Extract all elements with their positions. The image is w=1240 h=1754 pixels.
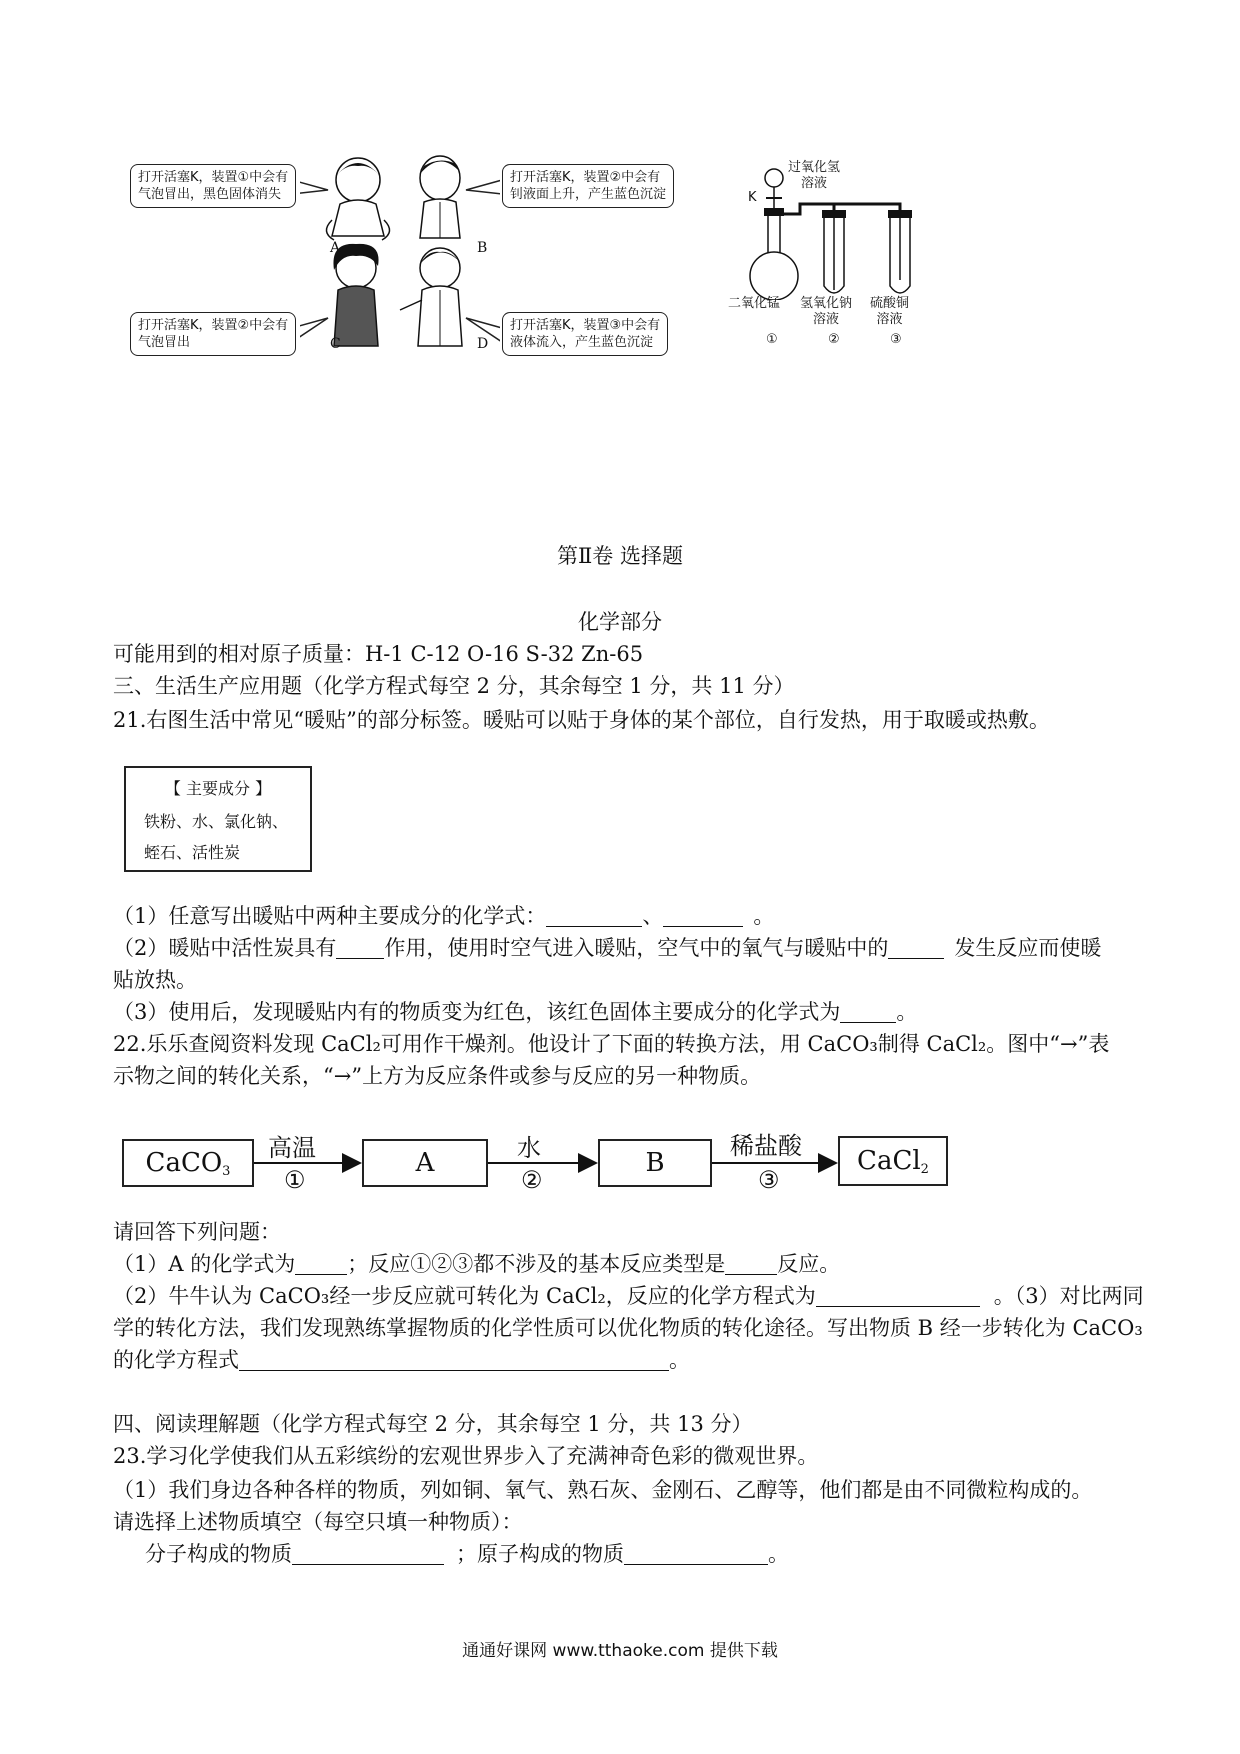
q23-stem: 23.学习化学使我们从五彩缤纷的宏观世界步入了充满神奇色彩的微观世界。 xyxy=(113,1444,819,1468)
q21-stem: 21.右图生活中常见“暖贴”的部分标签。暖贴可以贴于身体的某个部位，自行发热，用于取暖或热敷。 xyxy=(113,708,1050,732)
q22-blank-2[interactable] xyxy=(725,1254,777,1275)
page-footer: 通通好课网 www.tthaoke.com 提供下载 xyxy=(462,1641,778,1661)
flow-box-a: A xyxy=(362,1139,488,1187)
atomic-masses: 可能用到的相对原子质量：H-1 C-12 O-16 S-32 Zn-65 xyxy=(113,642,644,666)
flow-box-cacl2: CaCl$_2$ xyxy=(838,1136,948,1186)
apparatus-number-3: ③ xyxy=(890,332,902,347)
q22-blank-3[interactable] xyxy=(816,1286,980,1307)
q23-part1-cont: 请选择上述物质填空（每空只填一种物质）： xyxy=(113,1510,523,1534)
label-title: 【 主要成分 】 xyxy=(164,779,272,798)
kid-label-a: A xyxy=(330,240,341,256)
bubble-b-line2: 钊液面上升，产生蓝色沉淀 xyxy=(510,187,667,202)
q21-part3: （3）使用后，发现暖贴内有的物质变为红色，该红色固体主要成分的化学式为 。 xyxy=(113,1000,918,1024)
flow-step-2: ② xyxy=(521,1166,543,1194)
part3-heading: 三、生活生产应用题（化学方程式每空 2 分，其余每空 1 分，共 11 分） xyxy=(113,674,795,698)
funnel-label: 过氧化氢 溶液 xyxy=(788,160,841,191)
q23-part1: （1）我们身边各种各样的物质，列如铜、氧气、熟石灰、金刚石、乙醇等，他们都是由不同微粒构成的。 xyxy=(113,1478,1093,1502)
apparatus-number-1: ① xyxy=(766,332,778,347)
bubble-a-line2: 气泡冒出，黑色固体消失 xyxy=(138,187,282,202)
flow-step-1: ① xyxy=(284,1166,306,1194)
bubble-b-line1: 打开活塞K，装置②中会有 xyxy=(510,170,661,185)
q22-part2: （2）牛牛认为 CaCO₃经一步反应就可转化为 CaCl₂，反应的化学方程式为 。（3）对比两同 xyxy=(113,1284,1144,1308)
flow-box-b: B xyxy=(598,1139,712,1187)
label-line2: 蛭石、活性炭 xyxy=(144,843,241,862)
q22-part3: 学的转化方法，我们发现熟练掌握物质的化学性质可以优化物质的转化途径。写出物质 B 经一步转化为 CaCO₃ xyxy=(113,1316,1143,1340)
bubble-a-line1: 打开活塞K，装置①中会有 xyxy=(138,170,289,185)
flask-label: 二氧化锰 xyxy=(728,296,781,311)
flow-step-3: ③ xyxy=(758,1166,780,1194)
kid-label-b: B xyxy=(477,240,488,256)
tube3-label: 硫酸铜 溶液 xyxy=(870,296,910,327)
label-line1: 铁粉、水、氯化钠、 xyxy=(144,812,289,831)
flow-condition-3: 稀盐酸 xyxy=(730,1132,802,1160)
q23-fill: 分子构成的物质 ；原子构成的物质 。 xyxy=(145,1542,789,1566)
part4-heading: 四、阅读理解题（化学方程式每空 2 分，其余每空 1 分，共 13 分） xyxy=(113,1412,753,1436)
bubble-d-line1: 打开活塞K，装置③中会有 xyxy=(510,318,661,333)
q22-part1: （1）A 的化学式为 ；反应①②③都不涉及的基本反应类型是 反应。 xyxy=(113,1252,841,1276)
flow-condition-1: 高温 xyxy=(268,1134,316,1162)
section-title: 第Ⅱ卷 选择题 xyxy=(557,544,683,568)
q21-part2-cont: 贴放热。 xyxy=(113,968,197,992)
valve-label: K xyxy=(748,190,757,205)
q21-part2: （2）暖贴中活性炭具有 作用，使用时空气进入暖贴，空气中的氧气与暖贴中的 发生反应而使暖 xyxy=(113,936,1102,960)
bubble-d-line2: 液体流入，产生蓝色沉淀 xyxy=(510,335,654,350)
apparatus-number-2: ② xyxy=(828,332,840,347)
flow-condition-2: 水 xyxy=(517,1134,541,1162)
q22-blank-4[interactable] xyxy=(239,1350,669,1371)
q23-blank-2[interactable] xyxy=(624,1544,768,1565)
q22-prompt: 请回答下列问题： xyxy=(113,1220,281,1244)
section-subtitle: 化学部分 xyxy=(578,610,662,634)
q22-stem-2: 示物之间的转化关系，“→”上方为反应条件或参与反应的另一种物质。 xyxy=(113,1064,762,1088)
kid-label-c: C xyxy=(330,336,341,352)
q22-part3-cont: 的化学方程式 。 xyxy=(113,1348,690,1372)
kid-label-d: D xyxy=(477,336,489,352)
q23-blank-1[interactable] xyxy=(292,1544,444,1565)
bubble-c-line1: 打开活塞K，装置②中会有 xyxy=(138,318,289,333)
flow-box-caco3: CaCO$_3$ xyxy=(122,1139,254,1187)
q22-blank-1[interactable] xyxy=(295,1254,347,1275)
bubble-c-line2: 气泡冒出 xyxy=(138,335,191,350)
tube2-label: 氢氧化钠 溶液 xyxy=(800,296,853,327)
q21-part1: （1）任意写出暖贴中两种主要成分的化学式： 、 。 xyxy=(113,904,775,928)
q22-stem-1: 22.乐乐查阅资料发现 CaCl₂可用作干燥剂。他设计了下面的转换方法，用 CaCO₃制得 CaCl₂。图中“→”表 xyxy=(113,1032,1110,1056)
